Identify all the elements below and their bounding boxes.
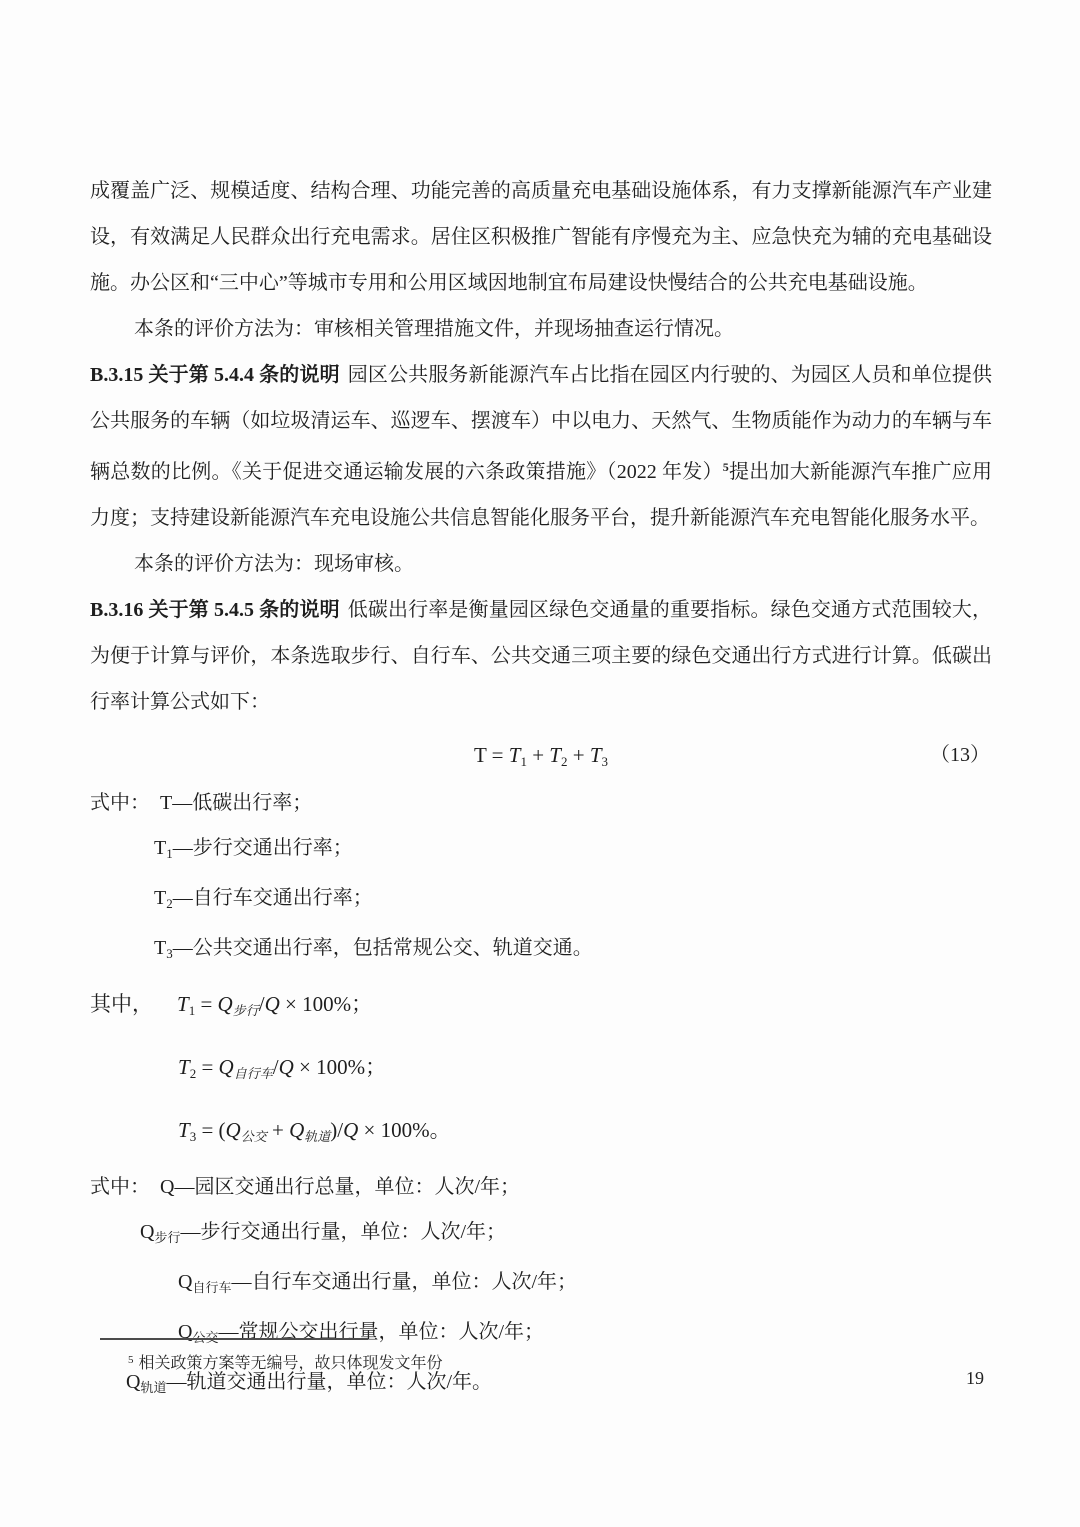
- math-token: T: [178, 1118, 190, 1142]
- paragraph-evaluation-method-544: 本条的评价方法为：审核相关管理措施文件，并现场抽查运行情况。: [134, 318, 734, 340]
- definition-line-T: [90, 781, 992, 826]
- math-token: +: [526, 743, 550, 767]
- paragraph-clause-b316: [90, 587, 992, 725]
- math-token: 1: [520, 754, 527, 769]
- math-token: 3: [166, 946, 173, 961]
- math-token: 自行车: [233, 1066, 273, 1081]
- math-token: T: [154, 837, 167, 859]
- math-token: 自行车: [192, 1280, 232, 1295]
- clause-b316-text: 低碳出行率是衡量园区绿色交通量的重要指标。绿色交通方式范围较大，为便于计算与评价，本条选取步行、自行车、公共交通三项主要的绿色交通出行方式进行计算。低碳出行率计算公式如下：: [90, 599, 993, 713]
- math-token: Q: [218, 1055, 234, 1079]
- math-token: 步行: [232, 1003, 259, 1018]
- footnote-reference-5: 5: [722, 460, 729, 474]
- equation-13-expression: [474, 743, 608, 767]
- math-token: Q: [217, 992, 233, 1016]
- math-token: 公交: [240, 1129, 267, 1144]
- math-token: =: [195, 992, 218, 1016]
- math-token: /: [272, 1055, 279, 1079]
- math-token: × 100%；: [293, 1055, 387, 1079]
- math-token: 2: [166, 896, 173, 911]
- document-body: [90, 168, 992, 1410]
- math-token: +: [266, 1118, 290, 1142]
- definition-line-Q: [90, 1165, 992, 1210]
- equation-13-number: （13）: [930, 744, 990, 766]
- math-token: T: [549, 743, 561, 767]
- formula-line-T2: [178, 1039, 992, 1102]
- footnote-5: [128, 1348, 443, 1376]
- math-token: —园区交通出行总量，单位：人次/年；: [174, 1176, 521, 1198]
- page-number: 19: [966, 1368, 984, 1388]
- math-token: = (: [196, 1118, 226, 1142]
- math-token: T: [154, 937, 167, 959]
- math-token: —步行交通出行量，单位：人次/年；: [180, 1221, 507, 1243]
- math-token: 2: [560, 754, 568, 769]
- math-token: × 100%。: [358, 1118, 451, 1142]
- math-token: 轨道: [304, 1129, 331, 1144]
- math-token: —步行交通出行率；: [172, 837, 353, 859]
- math-token: —自行车交通出行量，单位：人次/年；: [231, 1271, 578, 1293]
- math-token: —常规公交出行量，单位：人次/年；: [218, 1321, 545, 1343]
- math-token: T: [177, 992, 189, 1016]
- definition-line-T2: [154, 876, 992, 926]
- among-label: 其中，: [90, 992, 153, 1016]
- clause-b315-text-1: 园区公共服务新能源汽车占比指在园区内行驶的、为园区人员和单位提供公共服务的车辆（如垃圾清运车、巡逻车、摆渡车）中以电力、天然气、生物质能作为动力的车辆与车辆总数的比例。《关于促进交通运输发展的六条政策措施》（2022 年发）: [90, 364, 993, 483]
- math-token: 步行: [154, 1230, 181, 1245]
- math-token: 公交: [192, 1330, 219, 1345]
- definition-T: [160, 792, 312, 814]
- math-token: T: [473, 743, 487, 767]
- math-token: 1: [188, 1003, 196, 1018]
- definition-line-T1: [154, 826, 992, 876]
- math-token: T: [589, 743, 602, 767]
- math-token: —公共交通出行率，包括常规公交、轨道交通。: [172, 937, 593, 959]
- definition-line-Q-walk: [140, 1210, 992, 1260]
- math-token: T: [160, 792, 173, 814]
- math-token: T: [178, 1055, 190, 1079]
- math-token: Q: [289, 1118, 305, 1142]
- definition-line-T3: [154, 926, 992, 976]
- math-token: )/: [330, 1118, 344, 1142]
- math-token: 1: [166, 846, 173, 861]
- formula-line-T3: [178, 1102, 992, 1165]
- paragraph-charging-infrastructure: 成覆盖广泛、规模适度、结构合理、功能完善的高质量充电基础设施体系，有力支撑新能源汽车产业建设，有效满足人民群众出行充电需求。居住区积极推广智能有序慢充为主、应急快充为辅的充电基础设施。办公区和“三中心”等城市专用和公用区域因地制宜布局建设快慢结合的公共充电基础设施。: [90, 180, 992, 294]
- math-token: 轨道: [140, 1380, 167, 1395]
- math-token: T: [508, 743, 521, 767]
- math-token: Q: [160, 1176, 175, 1198]
- math-token: +: [567, 743, 590, 767]
- math-token: Q: [126, 1371, 141, 1393]
- equation-13: [90, 729, 992, 781]
- formula-T1: [177, 992, 372, 1016]
- definition-Q: [160, 1176, 520, 1198]
- math-token: Q: [343, 1118, 359, 1142]
- math-token: T: [154, 887, 167, 909]
- paragraph-evaluation-method-545: 本条的评价方法为：现场审核。: [134, 553, 414, 575]
- math-token: Q: [225, 1118, 241, 1142]
- clause-b315-heading: B.3.15 关于第 5.4.4 条的说明: [90, 364, 340, 386]
- math-token: —低碳出行率；: [172, 792, 313, 814]
- math-token: Q: [264, 992, 280, 1016]
- math-token: /: [258, 992, 265, 1016]
- definition-line-Q-bicycle: [178, 1260, 992, 1310]
- footnote-marker: 5: [128, 1354, 134, 1366]
- math-token: Q: [278, 1055, 294, 1079]
- formula-line-T1: [90, 976, 992, 1039]
- footnote-divider: [100, 1338, 368, 1340]
- math-token: Q: [140, 1221, 155, 1243]
- math-token: 3: [601, 754, 609, 769]
- math-token: Q: [178, 1321, 193, 1343]
- math-token: 3: [189, 1129, 197, 1144]
- math-token: —轨道交通出行量，单位：人次/年。: [166, 1371, 493, 1393]
- math-token: Q: [178, 1271, 193, 1293]
- math-token: × 100%；: [279, 992, 373, 1016]
- footnote-text: 相关政策方案等无编号，故只体现发文年份: [138, 1355, 443, 1372]
- where-label-2: 式中：: [90, 1176, 150, 1198]
- clause-b316-heading: B.3.16 关于第 5.4.5 条的说明: [90, 599, 340, 621]
- math-token: —自行车交通出行率；: [172, 887, 373, 909]
- paragraph-clause-b315: [90, 352, 992, 541]
- where-label-1: 式中：: [90, 792, 150, 814]
- math-token: 2: [189, 1066, 197, 1081]
- clause-b315-text-2: 提出加大新能源汽车推广应用力度；支持建设新能源汽车充电设施公共信息智能化服务平台，提升新能源汽车充电智能化服务水平。: [90, 461, 992, 529]
- math-token: =: [196, 1055, 219, 1079]
- math-token: =: [486, 743, 509, 767]
